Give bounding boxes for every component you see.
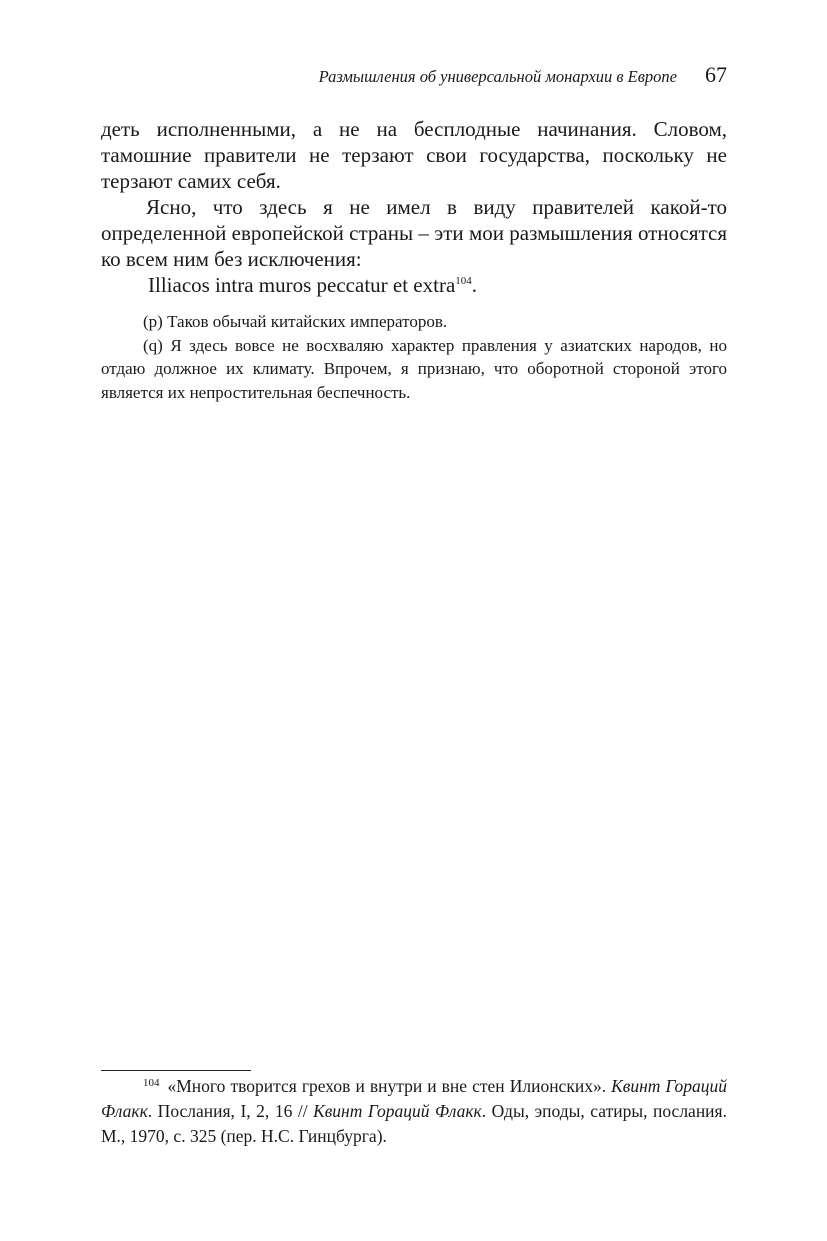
latin-quote bbox=[101, 272, 727, 298]
footnote-text: «Много творится грехов и внутри и вне стен Илионских». bbox=[167, 1076, 607, 1096]
footnote-divider bbox=[101, 1070, 251, 1071]
footnote-reference: 104 bbox=[455, 275, 472, 287]
paragraph: деть исполненными, а не на бесплодные начинания. Словом, тамошние правители не терзают свои государства, поскольку не терзают самих себя. bbox=[101, 117, 727, 193]
author-notes bbox=[101, 310, 727, 404]
footnote-text: . Послания, I, 2, 16 // bbox=[147, 1101, 308, 1121]
quote-text: Illiacos intra muros peccatur et extra bbox=[148, 273, 456, 297]
running-title: Размышления об универсальной монархии в Европе bbox=[318, 67, 677, 86]
author-note-p: (p) Таков обычай китайских императоров. bbox=[143, 312, 448, 331]
paragraph: Ясно, что здесь я не имел в виду правителей какой-то определенной европейской страны – эти мои размышления относятся ко всем ним без исключения: bbox=[101, 195, 727, 271]
footnote-author: Квинт Гораций Флакк bbox=[313, 1101, 482, 1121]
main-text bbox=[101, 116, 727, 298]
quote-end: . bbox=[471, 273, 478, 297]
footnote-number: 104 bbox=[143, 1077, 160, 1089]
footnote-author: Квинт Гораций Флакк bbox=[101, 1076, 728, 1121]
footnote bbox=[101, 1074, 727, 1149]
author-note-q: (q) Я здесь вовсе не восхваляю характер правления у азиатских народов, но отдаю должное их климату. Впрочем, я признаю, что оборотной стороной этого является их непростительная беспечность. bbox=[101, 335, 727, 402]
page-number: 67 bbox=[705, 62, 727, 87]
running-head bbox=[319, 62, 727, 88]
book-page bbox=[101, 0, 727, 1241]
footnote-text: . Оды, эподы, сатиры, послания. М., 1970, с. 325 (пер. Н.С. Гинцбурга). bbox=[101, 1101, 727, 1146]
